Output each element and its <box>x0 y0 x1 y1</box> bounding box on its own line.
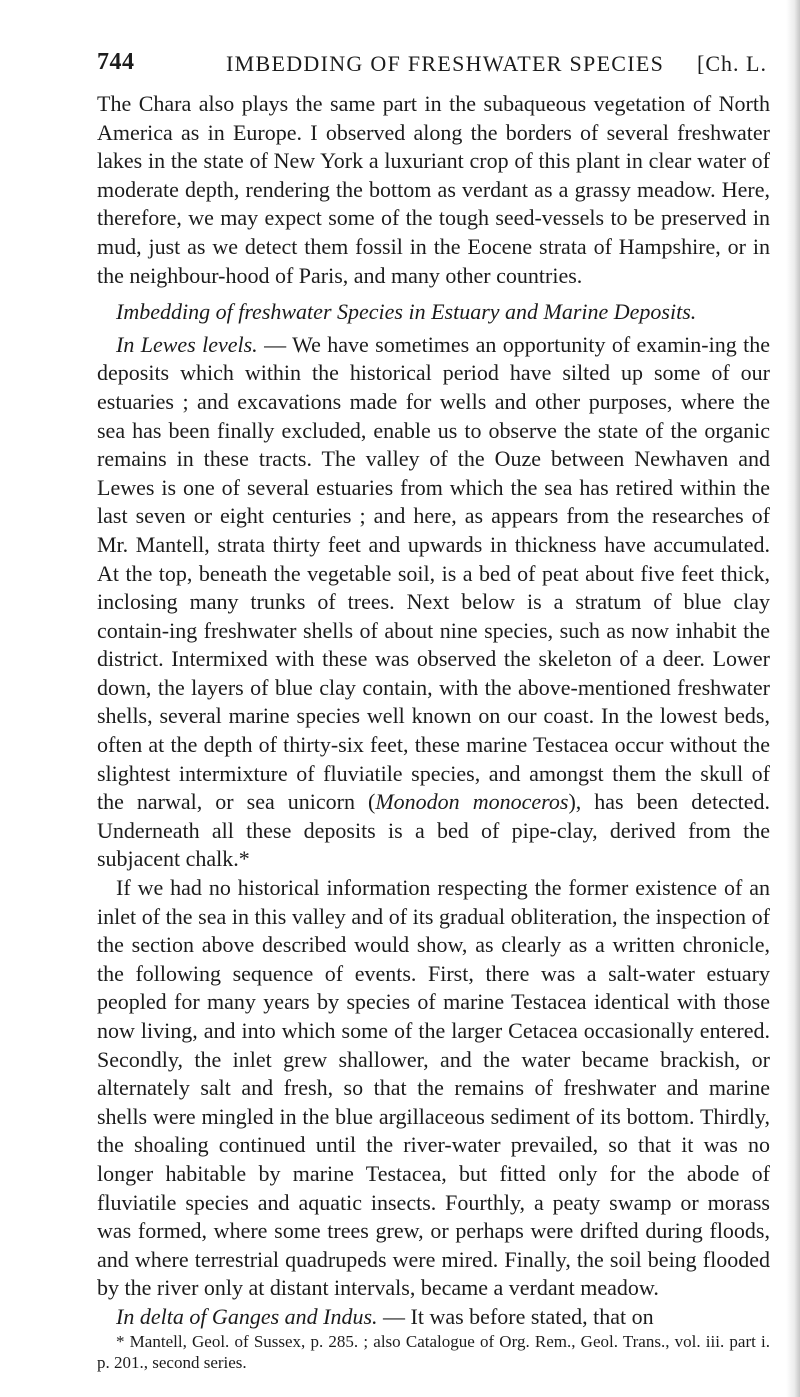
paragraph-chara: The Chara also plays the same part in the subaqueous vegetation of North America as in Europe. I observed along the borders of several freshwater lakes in the state of New York a luxuriant crop of this plant in clear water of moderate depth, rendering the bottom as verdant as a grassy meadow. Here, therefore, we may expect some of the tough seed-vessels to be preserved in mud, just as we detect them fossil in the Eocene strata of Hampshire, or in the neighbour-hood of Paris, and many other countries. <box>97 91 770 288</box>
page-edge-shadow <box>786 0 800 1397</box>
paragraph-lewes-text-b: ), has been detected. Underneath all these deposits is a bed of pipe-clay, derived from the subjacent chalk.* <box>97 789 770 872</box>
subsection-lead-lewes: In Lewes levels. <box>116 331 258 357</box>
running-head <box>97 49 767 83</box>
footnote: * Mantell, Geol. of Sussex, p. 285. ; also Catalogue of Org. Rem., Geol. Trans., vol. iii. part i. p. 201., second series. <box>97 1332 770 1372</box>
paragraph-lewes-text-a: — We have sometimes an opportunity of examin-ing the deposits which within the historical period have silted up some of our estuaries ; and excavations made for wells and other purposes, where the sea has been finally excluded, enable us to observe the state of the organic remains in these tracts. The valley of the Ouze between Newhaven and Lewes is one of several estuaries from which the sea has retired within the last seven or eight centuries ; and here, as appears from the researches of Mr. Mantell, strata thirty feet and upwards in thickness have accumulated. At the top, beneath the vegetable soil, is a bed of peat about five feet thick, inclosing many trunks of trees. Next below is a stratum of blue clay contain-ing freshwater shells of about nine species, such as now inhabit the district. Intermixed with these was observed the skeleton of a deer. Lower down, the layers of blue clay contain, with the above-mentioned freshwater shells, several marine species well known on our coast. In the lowest beds, often at the depth of thirty-six feet, these marine Testacea occur without the slightest intermixture of fluviatile species, and amongst them the skull of the narwal, or sea unicorn ( <box>97 331 771 815</box>
body-text <box>97 90 770 1332</box>
section-heading: Imbedding of freshwater Species in Estuary and Marine Deposits. <box>116 299 697 325</box>
paragraph-sequence-of-events: If we had no historical information respecting the former existence of an inlet of the sea in this valley and of its gradual obliteration, the inspection of the section above described would show, as clearly as a written chronicle, the following sequence of events. First, there was a salt-water estuary peopled for many years by species of marine Testacea identical with those now living, and into which some of the larger Cetacea occasionally entered. Secondly, the inlet grew shallower, and the water became brackish, or alternately salt and fresh, so that the remains of freshwater and marine shells were mingled in the blue argillaceous sediment of its bottom. Thirdly, the shoaling continued until the river-water prevailed, so that it was no longer habitable by marine Testacea, but fitted only for the abode of fluviatile species and aquatic insects. Fourthly, a peaty swamp or morass was formed, where some trees grew, or perhaps were drifted during floods, and where terrestrial quadrupeds were mired. Finally, the soil being flooded by the river only at distant intervals, became a verdant meadow. <box>97 875 770 1301</box>
species-name-monodon: Monodon monoceros <box>375 789 569 815</box>
subsection-lead-ganges: In delta of Ganges and Indus. <box>116 1303 378 1329</box>
paragraph-ganges-indus <box>97 1303 770 1332</box>
running-title: IMBEDDING OF FRESHWATER SPECIES <box>226 51 665 76</box>
paragraph-lewes-levels <box>97 331 770 874</box>
paragraph-ganges-text: — It was before stated, that on <box>377 1303 654 1329</box>
page-number: 744 <box>97 49 135 75</box>
chapter-label: [Ch. L. <box>697 51 767 76</box>
